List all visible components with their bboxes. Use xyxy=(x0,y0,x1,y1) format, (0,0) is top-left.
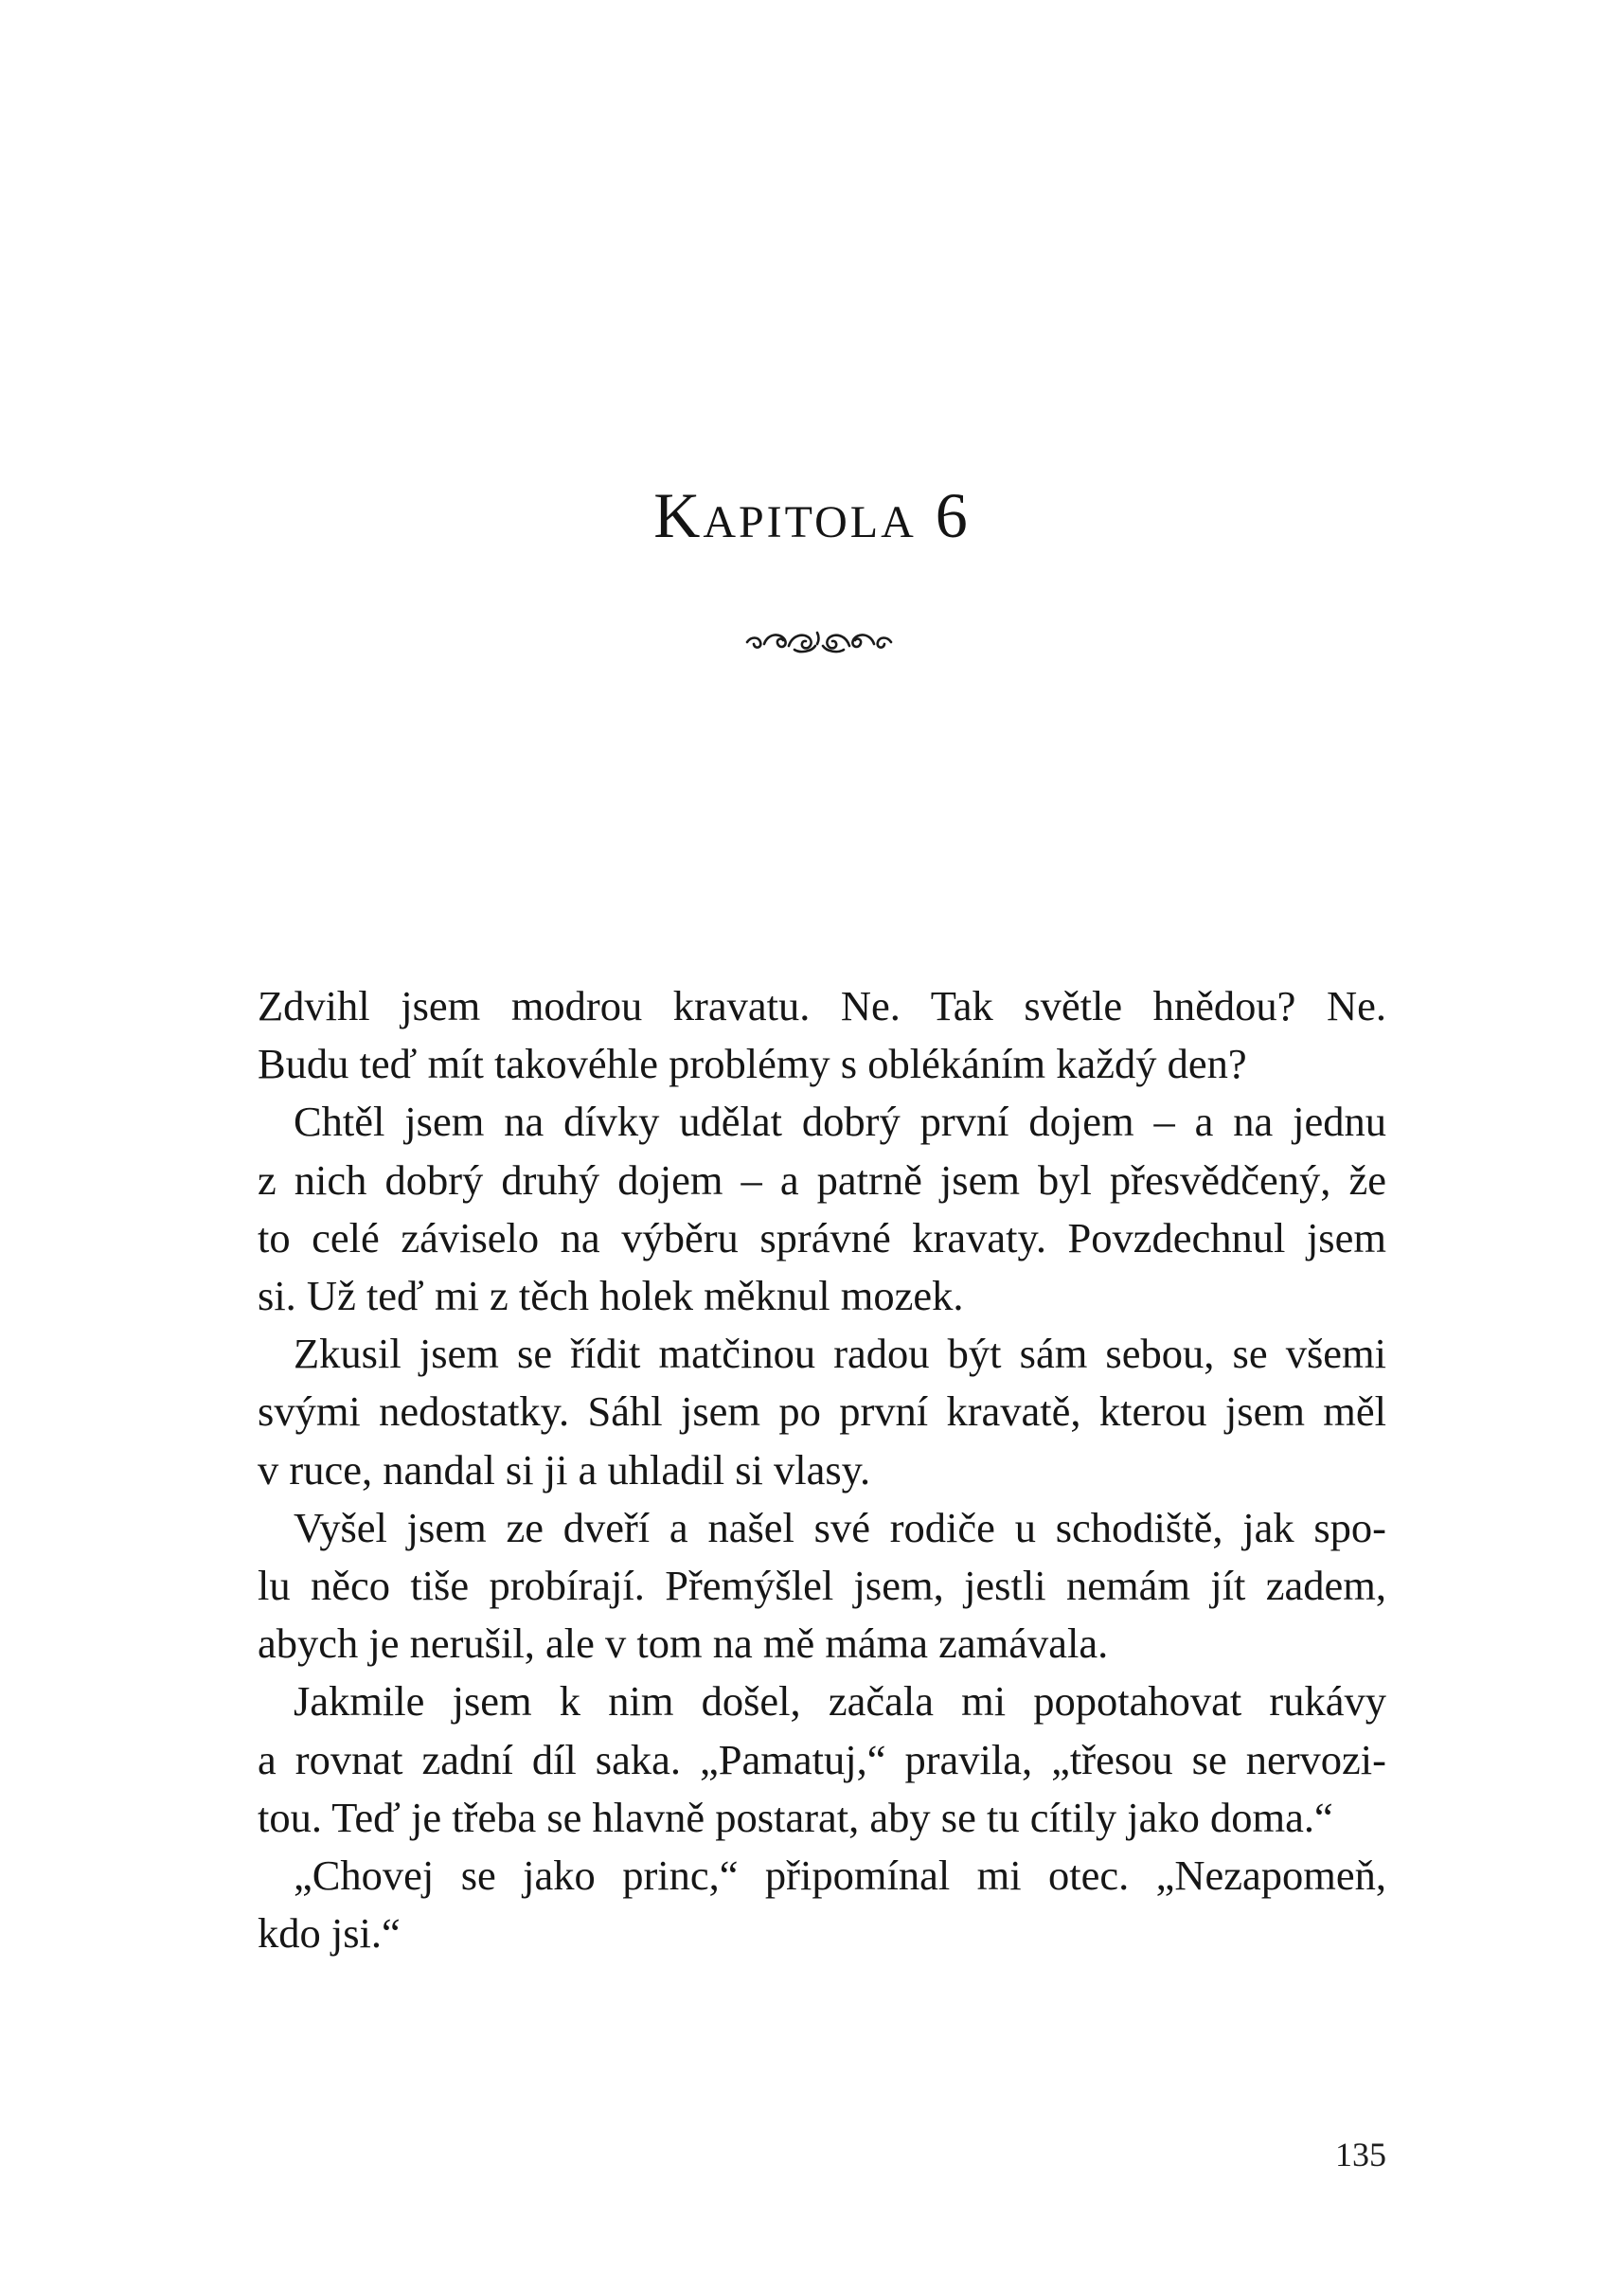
text-line: abych je nerušil, ale v tom na mě máma zamávala. xyxy=(258,1619,1109,1668)
text-line: Zkusil jsem se řídit matčinou radou být sám sebou, se všemi xyxy=(294,1330,1386,1378)
paragraph xyxy=(258,1847,1386,1962)
paragraph xyxy=(258,1325,1386,1499)
text-line: kdo jsi.“ xyxy=(258,1909,401,1958)
text-line: svými nedostatky. Sáhl jsem po první kravatě, kterou jsem měl xyxy=(258,1387,1386,1436)
paragraph xyxy=(258,1673,1386,1847)
chapter-title: Kapitola 6 xyxy=(653,479,971,551)
text-line: Jakmile jsem k nim došel, začala mi popotahovat rukávy xyxy=(294,1677,1386,1726)
text-line: „Chovej se jako princ,“ připomínal mi otec. „Nezapomeň, xyxy=(294,1852,1386,1900)
page-number: 135 xyxy=(1335,2136,1386,2174)
text-line: a rovnat zadní díl saka. „Pamatuj,“ pravila, „třesou se nervozi- xyxy=(258,1735,1386,1783)
paragraph xyxy=(258,977,1386,1093)
text-line: si. Už teď mi z těch holek měknul mozek. xyxy=(258,1272,964,1320)
text-line: v ruce, nandal si ji a uhladil si vlasy. xyxy=(258,1445,871,1494)
text-line: lu něco tiše probírají. Přemýšlel jsem, jestli nemám jít zadem, xyxy=(258,1562,1386,1610)
text-line: Zdvihl jsem modrou kravatu. Ne. Tak světle hnědou? Ne. xyxy=(258,982,1386,1029)
paragraph xyxy=(258,1093,1386,1325)
text-line: Chtěl jsem na dívky udělat dobrý první dojem – a na jednu xyxy=(294,1098,1386,1146)
text-line: to celé záviselo na výběru správné kravaty. Povzdechnul jsem xyxy=(258,1213,1386,1261)
chapter-body xyxy=(258,977,1386,1962)
text-line: Budu teď mít takovéhle problémy s oblékáním každý den? xyxy=(258,1040,1247,1088)
text-line: Vyšel jsem ze dveří a našel své rodiče u schodiště, jak spo- xyxy=(294,1503,1386,1551)
flourish-ornament-icon xyxy=(743,623,895,655)
text-line: tou. Teď je třeba se hlavně postarat, aby se tu cítily jako doma.“ xyxy=(258,1793,1333,1841)
text-line: z nich dobrý druhý dojem – a patrně jsem byl přesvědčený, že xyxy=(258,1155,1386,1204)
paragraph xyxy=(258,1499,1386,1673)
